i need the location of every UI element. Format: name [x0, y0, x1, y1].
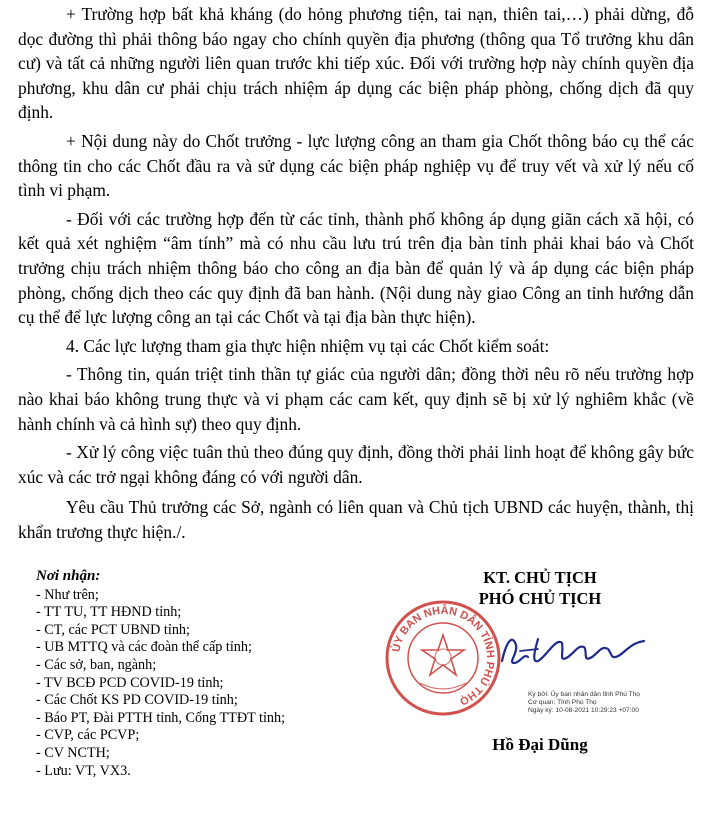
signature-subtitle: PHÓ CHỦ TỊCH [478, 589, 602, 608]
recipients-block [36, 568, 366, 780]
seal-text: ỦY BAN NHÂN DÂN TỈNH PHÚ THỌ [390, 604, 497, 708]
paragraph-request: Yêu cầu Thủ trưởng các Sở, ngành có liên quan và Chủ tịch UBND các huyện, thành, thị khẩn trương thực hiện./. [18, 497, 694, 542]
digital-signature-info [528, 691, 698, 715]
recipient-item: - Báo PT, Đài PTTH tỉnh, Cổng TTĐT tỉnh; [36, 709, 286, 726]
recipient-item: - UB MTTQ và các đoàn thể cấp tỉnh; [36, 639, 252, 656]
paragraph-checkpoint-notice: + Nội dung này do Chốt trưởng - lực lượng công an tham gia Chốt thông báo cụ thể các thông tin cho các Chốt đầu ra và sử dụng các biện pháp nghiệp vụ để truy vết và xử lý nếu cố tình vi phạm. [18, 130, 694, 201]
signature-block [380, 563, 700, 803]
paragraph-information: - Thông tin, quán triệt tinh thần tự giác của người dân; đồng thời nêu rõ nếu trường hợp nào khai báo không trung thực và vi phạm các cam kết, quy định sẽ bị xử lý nghiêm khắc (về hành chính và cả hình sự) theo quy định. [18, 364, 694, 434]
recipient-item: - Các Chốt KS PD COVID-19 tỉnh; [36, 692, 238, 709]
recipients-list [36, 587, 366, 781]
recipient-item: - Như trên; [36, 586, 99, 603]
paragraph-section-4: 4. Các lực lượng tham gia thực hiện nhiệm vụ tại các Chốt kiểm soát: [66, 335, 550, 356]
svg-text:ỦY BAN NHÂN DÂN TỈNH PHÚ THỌ [389, 604, 496, 708]
digital-signer: Ký bởi: Ủy ban nhân dân tỉnh Phú Thọ [528, 691, 640, 698]
signer-name: Hồ Đại Dũng [492, 735, 588, 754]
recipient-item: - CV NCTH; [36, 744, 110, 761]
paragraph-provinces: - Đối với các trường hợp đến từ các tỉnh, thành phố không áp dụng giãn cách xã hội, có kết quả xét nghiệm “âm tính” mà có nhu cầu lưu trú trên địa bàn tỉnh phải khai báo và Chốt trưởng chịu trách nhiệm thông báo cho công an địa bàn để quản lý và áp dụng các biện pháp phòng, chống dịch theo các quy định đã ban hành. (Nội dung này giao Công an tỉnh hướng dẫn cụ thể để lực lượng công an tại các Chốt và tại địa bàn thực hiện). [18, 208, 694, 328]
paragraph-handling: - Xử lý công việc tuân thủ theo đúng quy định, đồng thời phải linh hoạt để không gây bức xúc và các trở ngại không đáng có với người dân. [18, 442, 694, 487]
handwritten-signature-icon [498, 623, 648, 673]
recipient-item: - TT TU, TT HĐND tỉnh; [36, 604, 182, 621]
recipient-item: - Lưu: VT, VX3. [36, 762, 131, 779]
digital-agency: Cơ quan: Tỉnh Phú Thọ [528, 699, 597, 706]
recipient-item: - CT, các PCT UBND tỉnh; [36, 621, 190, 638]
document-body [18, 2, 694, 548]
digital-date: Ngày ký: 10-08-2021 10:29:23 +07:00 [528, 707, 639, 714]
signature-title: KT. CHỦ TỊCH [483, 568, 597, 587]
paragraph-force-majeure: + Trường hợp bất khả kháng (do hỏng phương tiện, tai nạn, thiên tai,…) phải dừng, đỗ dọc đường thì phải thông báo ngay cho chính quyền địa phương (thông qua Tổ trưởng khu dân cư) và tất cả những người liên quan trước khi tiếp xúc. Đối với trường hợp này chính quyền địa phương, khu dân cư phải chịu trách nhiệm áp dụng các biện pháp phòng, chống dịch đã quy định. [18, 4, 694, 123]
recipient-item: - CVP, các PCVP; [36, 727, 140, 744]
recipient-item: - Các sở, ban, ngành; [36, 656, 157, 673]
official-seal-icon [384, 599, 502, 717]
recipients-heading: Nơi nhận: [36, 568, 101, 584]
recipient-item: - TV BCĐ PCD COVID-19 tỉnh; [36, 674, 224, 691]
